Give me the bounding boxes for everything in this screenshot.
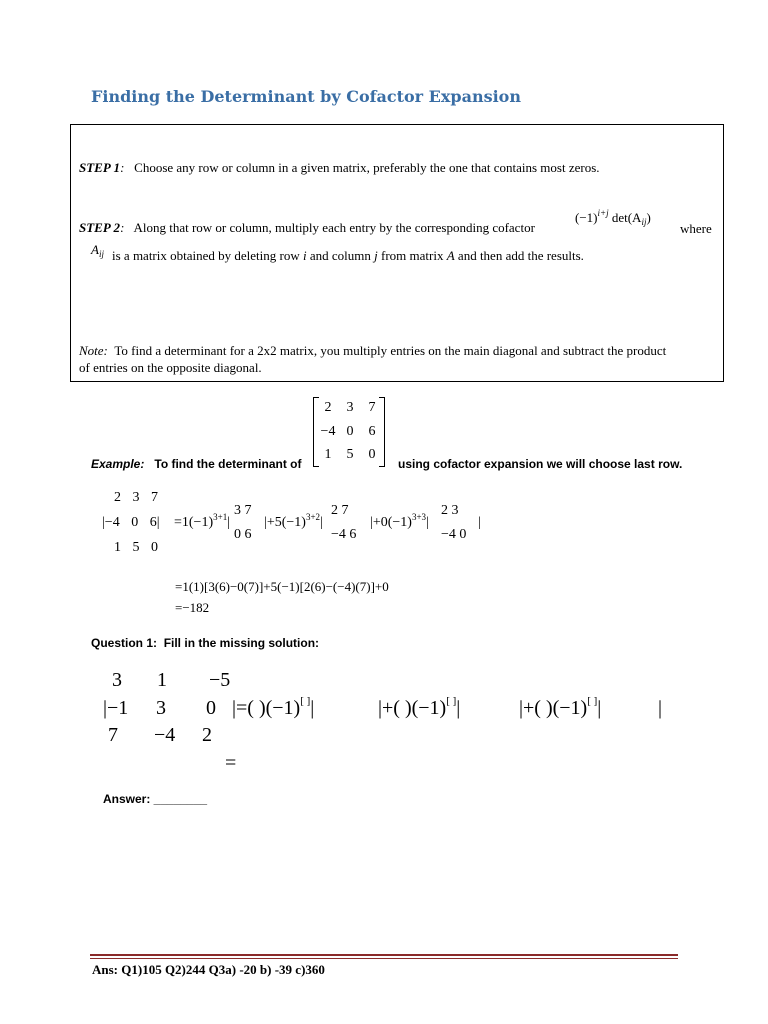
minor2-bottom: −4 6	[331, 527, 357, 542]
question1-heading: Question 1: Fill in the missing solution:	[91, 636, 320, 650]
example-matrix	[313, 397, 385, 467]
step2: STEP 2: Along that row or column, multiply each entry by the corresponding cofactor	[79, 220, 535, 235]
matrix-cell: 5	[346, 447, 354, 462]
footer-answers: Ans: Q1)105 Q2)244 Q3a) -20 b) -39 c)360	[92, 962, 325, 977]
where-text: where	[680, 221, 712, 236]
cofactor-formula: $(-1)^{i+j}$ $\det(A_{ij})$	[575, 208, 651, 227]
answer-field[interactable]: Answer: ________	[103, 792, 208, 806]
expansion-line2: =1(1)[3(6)−0(7)]+5(−1)[2(6)−(−4)(7)]+0	[175, 579, 389, 594]
expansion-line3: =−182	[175, 600, 210, 615]
footer-rule-thin	[90, 958, 678, 959]
term3: $|+0(-1)^{3+3}|$	[370, 512, 429, 530]
aij-symbol: $A_{ij}$	[91, 242, 104, 259]
q1-row-2: |−1 3 0	[103, 697, 216, 719]
matrix-cell: −4	[320, 424, 336, 439]
q1-row-3: 7 −4 2	[108, 724, 212, 746]
step2-label: STEP 2	[79, 220, 121, 235]
step1-label: STEP 1	[79, 160, 121, 175]
minor3-bottom: −4 0	[441, 527, 467, 542]
q1-term2: |+( )(−1)[ ]|	[378, 695, 461, 719]
minor2-top: 2 7	[331, 503, 349, 518]
q1-closing-bar: |	[658, 697, 663, 719]
footer-rule	[90, 954, 678, 956]
matrix-cell: 0	[346, 424, 354, 439]
q1-equals: =	[225, 752, 237, 774]
example-label: Example:	[91, 457, 145, 471]
minor1-bottom: 0 6	[234, 527, 252, 542]
closing-bar: |	[478, 515, 481, 530]
step2-text: Along that row or column, multiply each entry by the corresponding cofactor	[133, 220, 535, 235]
matrix-cell: 1	[324, 447, 332, 462]
matrix-cell: 7	[368, 400, 376, 415]
matrix-cell: 0	[368, 447, 376, 462]
note-line1: Note: To find a determinant for a 2x2 matrix, you multiply entries on the main diagonal and subtract the product	[79, 343, 667, 358]
step1-text: Choose any row or column in a given matrix, preferably the one that contains most zeros.	[134, 160, 600, 175]
minor1-top: 3 7	[234, 503, 252, 518]
det-row-2: |−4 0 6|	[102, 515, 160, 530]
example-line: Example: To find the determinant of	[91, 457, 302, 471]
term1: $=1(-1)^{3+1}|$	[174, 512, 231, 530]
q1-term3: |+( )(−1)[ ]|	[519, 695, 602, 719]
q1-row-1: 3 1 −5	[112, 669, 231, 691]
example-line-end: using cofactor expansion we will choose last row.	[398, 457, 683, 471]
term2: $|+5(-1)^{3+2}|$	[264, 512, 323, 530]
matrix-cell: 3	[346, 400, 354, 415]
q1-term1: |=( )(−1)[ ]|	[232, 695, 315, 719]
matrix-cell: 6	[368, 424, 376, 439]
det-row-3: 1 5 0	[114, 540, 158, 555]
page-title: Finding the Determinant by Cofactor Expansion	[91, 87, 521, 106]
note-line2: of entries on the opposite diagonal.	[79, 360, 262, 375]
det-row-1: 2 3 7	[114, 490, 158, 505]
matrix-cell: 2	[324, 400, 332, 415]
step2-continuation: is a matrix obtained by deleting row i and column j from matrix A and then add the results.	[112, 248, 584, 263]
step1: STEP 1: Choose any row or column in a given matrix, preferably the one that contains most zeros.	[79, 160, 600, 175]
minor3-top: 2 3	[441, 503, 459, 518]
